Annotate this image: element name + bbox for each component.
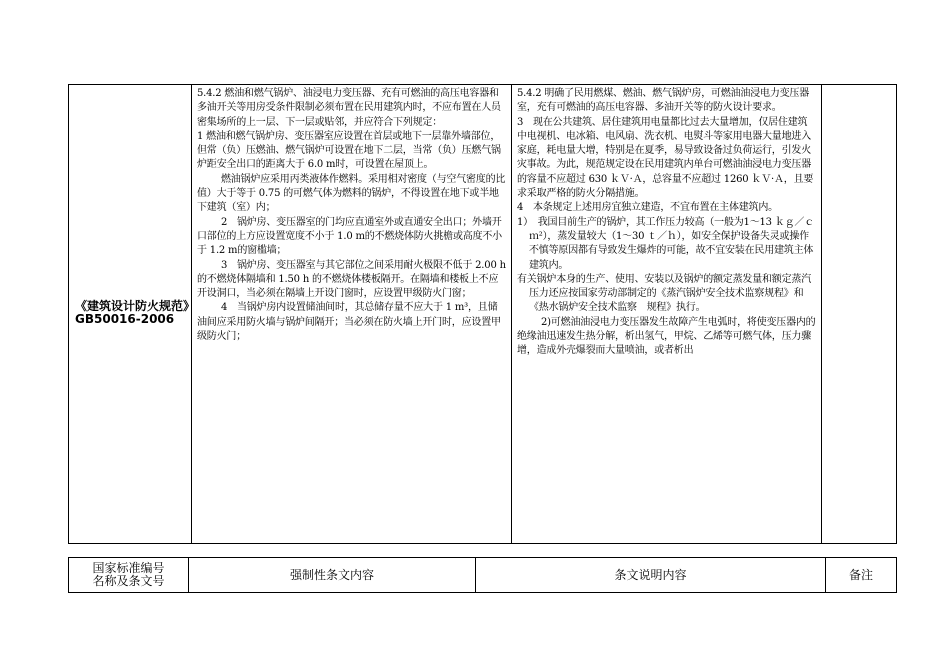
explanation-paragraph: 5.4.2 明确了民用燃煤、燃油、燃气锅炉房，可燃油油浸电力变压器室，充有可燃油的高压电容器、多油开关等的防火设计要求。 — [517, 88, 810, 114]
clause-paragraph: 3 锅炉房、变压器室与其它部位之间采用耐火极限不低于 2.00 h 的不燃烧体隔墙和 1.50 h 的不燃烧体楼板隔开。在隔墙和楼板上不应开设洞口，当必须在隔墙上开设门窗时，应设置甲级防火门窗； — [197, 259, 506, 300]
explanation-paragraph: 有关锅炉本身的生产、使用、安装以及锅炉的额定蒸发量和额定蒸汽压力还应按国家劳动部制定的《蒸汽锅炉安全技术监察规程》和《热水锅炉安全技术监察 规程》执行。 — [517, 273, 811, 314]
remark-cell — [822, 85, 897, 544]
header-standard — [69, 558, 189, 593]
header-standard-line1: 国家标准编号 — [92, 561, 165, 575]
standard-cell — [69, 85, 196, 544]
header-remark: 备注 — [826, 558, 897, 593]
clause-paragraph: 1 燃油和燃气锅炉房、变压器室应设置在首层或地下一层靠外墙部位，但常（负）压燃油、燃气锅炉可设置在地下二层，当常（负）压燃气锅炉距安全出口的距离大于 6.0 m时，可设置在屋顶上。 — [197, 130, 501, 171]
mandatory-clause-cell — [192, 85, 512, 544]
explanation-paragraph: 1） 我国目前生产的锅炉，其工作压力较高（一般为1～13 ｋｇ／ｃｍ²），蒸发量较大（1～30 ｔ／ｈ），如安全保护设备失灵或操作不慎等原因都有导致发生爆炸的可能，故不宜安装在民用建筑主体建筑内。 — [517, 216, 815, 271]
clause-paragraph: 2 锅炉房、变压器室的门均应直通室外或直通安全出口；外墙开口部位的上方应设置宽度不小于 1.0 m的不燃烧体防火挑檐或高度不小于 1.2 m的窗槛墙； — [197, 216, 502, 257]
header-row — [69, 558, 897, 593]
clause-paragraph: 燃油锅炉应采用丙类液体作燃料。采用相对密度（与空气密度的比值）大于等于 0.75 的可燃气体为燃料的锅炉，不得设置在地下或半地下建筑（室）内； — [197, 173, 506, 214]
header-table — [68, 557, 897, 593]
explanation-paragraph: 4 本条规定上述用房宜独立建造，不宜布置在主体建筑内。 — [517, 202, 778, 214]
table-row — [69, 85, 897, 544]
regulation-table — [68, 84, 897, 544]
header-standard-line2: 名称及条文号 — [92, 574, 165, 588]
explanation-paragraph: 3 现在公共建筑、居住建筑用电量都比过去大量增加，仅居住建筑中电视机、电冰箱、电风扇、洗衣机、电熨斗等家用电器大量地进入家庭，耗电量大增，特别是在夏季，易导致设备过负荷运行，引发火灾事故。为此，规范规定设在民用建筑内单台可燃油油浸电力变压器的容量不应超过 630 ｋＶ·Ａ，总容量不应超过 1260 ｋＶ·Ａ，且要求采取严格的防火分隔措施。 — [517, 116, 814, 200]
header-mandatory: 强制性条文内容 — [189, 558, 476, 593]
clause-paragraph: 5.4.2 燃油和燃气锅炉、油浸电力变压器、充有可燃油的高压电容器和多油开关等用房受条件限制必须布置在民用建筑内时，不应布置在人员密集场所的上一层、下一层或贴邻，并应符合下列规定： — [197, 88, 501, 128]
clause-paragraph: 4 当锅炉房内设置储油间时，其总储存量不应大于 1 m³，且储油间应采用防火墙与锅炉间隔开；当必须在防火墙上开门时，应设置甲级防火门； — [197, 302, 501, 343]
standard-number: GB50016-2006 — [75, 312, 175, 326]
explanation-paragraph: 2)可燃油油浸电力变压器发生故障产生电弧时，将使变压器内的绝缘油迅速发生热分解，析出氢气，甲烷、乙烯等可燃气体，压力骤增，造成外壳爆裂而大量喷油，或者析出 — [517, 316, 816, 357]
remark-text — [822, 85, 896, 87]
explanation-cell — [512, 85, 822, 544]
standard-name: 《建筑设计防火规范》 — [75, 299, 196, 313]
header-explanation: 条文说明内容 — [476, 558, 826, 593]
